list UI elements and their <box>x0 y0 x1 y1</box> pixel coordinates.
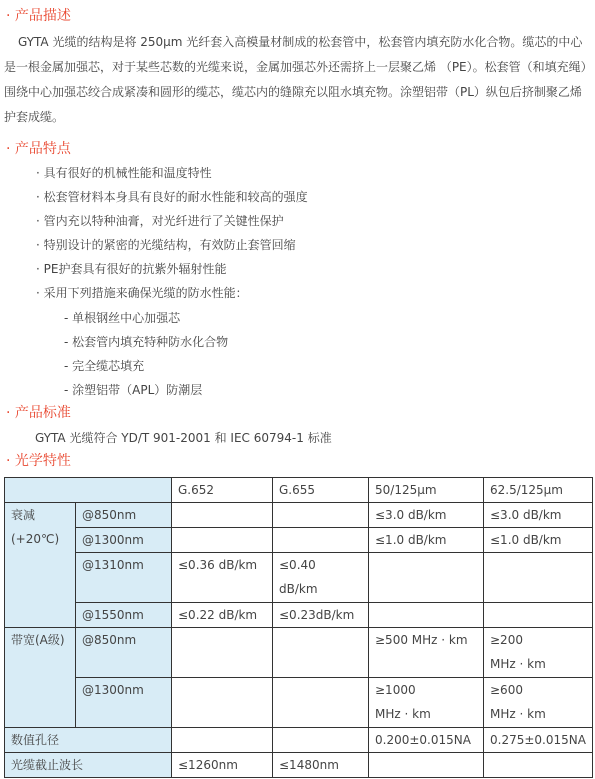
row-label-na: 数值孔径 <box>5 728 172 753</box>
table-row <box>5 753 593 778</box>
feature-item-4: · 特别设计的紧密的光缆结构，有效防止套管回缩 <box>36 238 296 252</box>
feature-item-2: · 松套管材料本身具有良好的耐水性能和较高的强度 <box>36 190 308 204</box>
table-cell <box>484 553 593 603</box>
row-group-attenuation: 衰减 (+20℃) <box>5 503 76 628</box>
table-cell: ≥1000 MHz · km <box>369 678 484 728</box>
table-cell <box>172 678 273 728</box>
table-cell: 0.200±0.015NA <box>369 728 484 753</box>
table-cell <box>273 628 369 678</box>
table-header-row <box>5 478 593 503</box>
section-title-standards: · 产品标准 <box>6 405 71 421</box>
section-title-optical: · 光学特性 <box>6 453 71 469</box>
table-cell: ≤0.36 dB/km <box>172 553 273 603</box>
table-row <box>5 528 593 553</box>
table-row <box>5 728 593 753</box>
row-group-bandwidth: 带宽(A级) <box>5 628 76 728</box>
table-cell <box>369 753 484 778</box>
table-cell: ≤1260nm <box>172 753 273 778</box>
table-row <box>5 628 593 678</box>
feature-item-5: · PE护套具有很好的抗紫外辐射性能 <box>36 262 227 276</box>
table-cell <box>273 728 369 753</box>
table-cell: ≤1480nm <box>273 753 369 778</box>
table-cell <box>484 603 593 628</box>
waterproof-item-3: - 完全缆芯填充 <box>64 359 145 373</box>
section-title-features: · 产品特点 <box>6 141 71 157</box>
table-cell: ≤3.0 dB/km <box>369 503 484 528</box>
table-cell <box>172 628 273 678</box>
wavelength-cell: @1550nm <box>76 603 172 628</box>
feature-item-1: · 具有很好的机械性能和温度特性 <box>36 166 212 180</box>
feature-item-6: · 采用下列措施来确保光缆的防水性能： <box>36 286 248 300</box>
table-cell <box>273 678 369 728</box>
section-title-description: · 产品描述 <box>6 8 71 24</box>
table-header-cell: 50/125μm <box>369 478 484 503</box>
table-header-cell: G.652 <box>172 478 273 503</box>
table-cell: ≥600 MHz · km <box>484 678 593 728</box>
description-text: GYTA 光缆的结构是将 250μm 光纤套入高模量材制成的松套管中，松套管内填充防水化合物。缆芯的中心是一根金属加强芯，对于某些芯数的光缆来说，金属加强芯外还需挤上一层聚乙烯 （PE）。松套管（和填充绳）围绕中心加强芯绞合成紧凑和圆形的缆芯，缆芯内的缝隙充以阻水填充物。涂塑铝带（PL）纵包后挤制聚乙烯护套成缆。 <box>4 35 587 124</box>
wavelength-cell: @1300nm <box>76 528 172 553</box>
wavelength-cell: @1300nm <box>76 678 172 728</box>
description-paragraph <box>4 30 588 130</box>
table-cell <box>484 753 593 778</box>
table-cell <box>172 728 273 753</box>
table-cell: ≤0.22 dB/km <box>172 603 273 628</box>
table-header-cell: 62.5/125μm <box>484 478 593 503</box>
table-cell: ≤0.40 dB/km <box>273 553 369 603</box>
waterproof-item-4: - 涂塑铝带（APL）防潮层 <box>64 383 203 397</box>
table-cell: 0.275±0.015NA <box>484 728 593 753</box>
table-cell: ≤1.0 dB/km <box>369 528 484 553</box>
wavelength-cell: @850nm <box>76 503 172 528</box>
table-row <box>5 678 593 728</box>
table-cell: ≥200 MHz · km <box>484 628 593 678</box>
wavelength-cell: @850nm <box>76 628 172 678</box>
table-row <box>5 603 593 628</box>
table-cell <box>273 503 369 528</box>
table-cell: ≥500 MHz · km <box>369 628 484 678</box>
feature-item-3: · 管内充以特种油膏，对光纤进行了关键性保护 <box>36 214 284 228</box>
table-cell: ≤1.0 dB/km <box>484 528 593 553</box>
table-cell <box>172 528 273 553</box>
table-cell <box>369 553 484 603</box>
table-header-blank <box>5 478 172 503</box>
row-label-cutoff: 光缆截止波长 <box>5 753 172 778</box>
table-cell: ≤3.0 dB/km <box>484 503 593 528</box>
table-cell <box>172 503 273 528</box>
table-cell <box>369 603 484 628</box>
table-row <box>5 553 593 603</box>
table-header-cell: G.655 <box>273 478 369 503</box>
wavelength-cell: @1310nm <box>76 553 172 603</box>
optical-properties-table <box>4 477 593 778</box>
table-cell: ≤0.23dB/km <box>273 603 369 628</box>
table-row <box>5 503 593 528</box>
standards-text: GYTA 光缆符合 YD/T 901-2001 和 IEC 60794-1 标准 <box>35 431 332 445</box>
waterproof-item-2: - 松套管内填充特种防水化合物 <box>64 335 229 349</box>
waterproof-item-1: - 单根钢丝中心加强芯 <box>64 311 181 325</box>
table-cell <box>273 528 369 553</box>
